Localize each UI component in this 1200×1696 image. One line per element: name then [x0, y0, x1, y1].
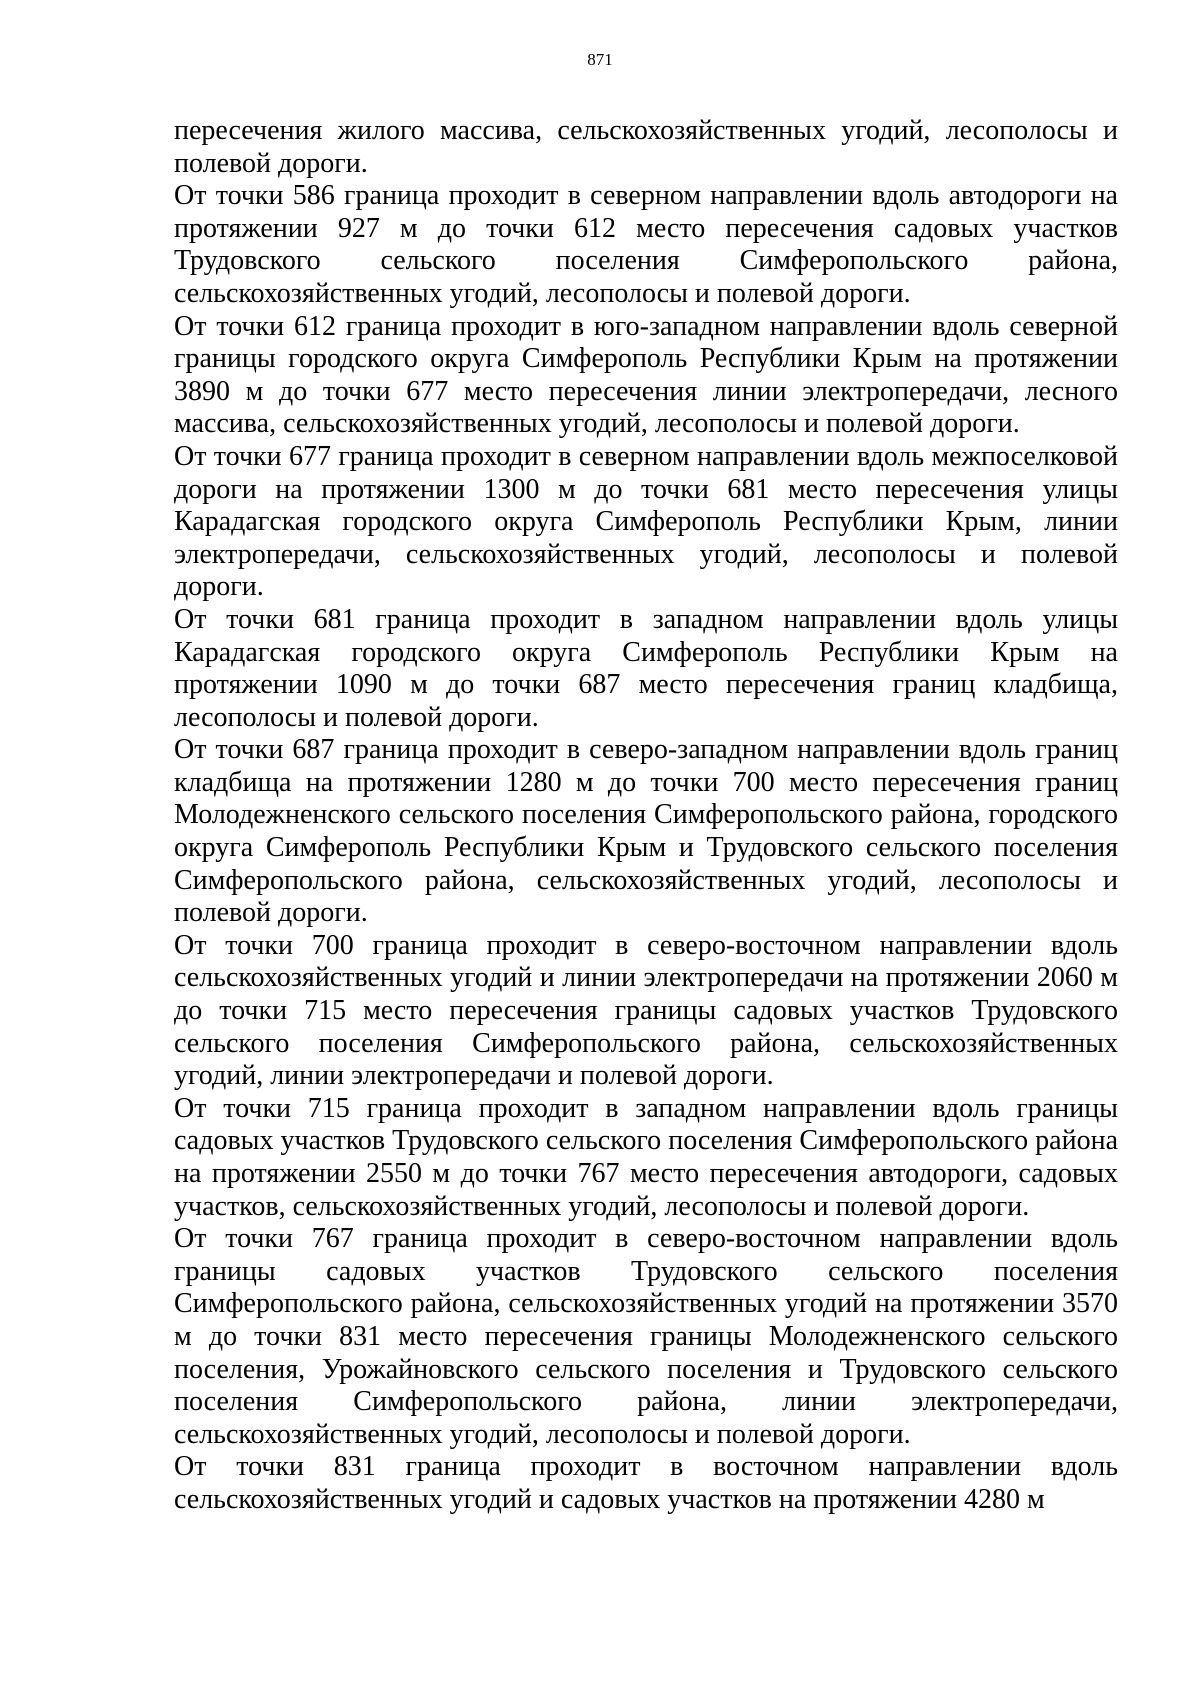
paragraph: От точки 831 граница проходит в восточном направлении вдоль сельскохозяйственных угодий и садовых участков на протяжении 4280 м: [174, 1451, 1118, 1515]
paragraph: От точки 687 граница проходит в северо-западном направлении вдоль границ кладбища на протяжении 1280 м до точки 700 место пересечения границ Молодежненского сельского поселения Симферопольского района, городского округа Симферополь Республики Крым и Трудовского сельского поселения Симферопольского района, сельскохозяйственных угодий, лесополосы и полевой дороги.: [174, 734, 1118, 929]
document-body: [174, 115, 1118, 1517]
paragraph: От точки 677 граница проходит в северном направлении вдоль межпоселковой дороги на протяжении 1300 м до точки 681 место пересечения улицы Карадагская городского округа Симферополь Республики Крым, линии электропередачи, сельскохозяйственных угодий, лесополосы и полевой дороги.: [174, 440, 1118, 603]
paragraph: От точки 612 граница проходит в юго-западном направлении вдоль северной границы городского округа Симферополь Республики Крым на протяжении 3890 м до точки 677 место пересечения линии электропередачи, лесного массива, сельскохозяйственных угодий, лесополосы и полевой дороги.: [174, 310, 1118, 440]
paragraph: пересечения жилого массива, сельскохозяйственных угодий, лесополосы и полевой дороги.: [174, 115, 1118, 179]
paragraph: От точки 767 граница проходит в северо-восточном направлении вдоль границы садовых участков Трудовского сельского поселения Симферопольского района, сельскохозяйственных угодий на протяжении 3570 м до точки 831 место пересечения границы Молодежненского сельского поселения, Урожайновского сельского поселения и Трудовского сельского поселения Симферопольского района, линии электропередачи, сельскохозяйственных угодий, лесополосы и полевой дороги.: [174, 1223, 1118, 1450]
paragraph: От точки 715 граница проходит в западном направлении вдоль границы садовых участков Трудовского сельского поселения Симферопольского района на протяжении 2550 м до точки 767 место пересечения автодороги, садовых участков, сельскохозяйственных угодий, лесополосы и полевой дороги.: [174, 1092, 1118, 1222]
paragraph: От точки 681 граница проходит в западном направлении вдоль улицы Карадагская городского округа Симферополь Республики Крым на протяжении 1090 м до точки 687 место пересечения границ кладбища, лесополосы и полевой дороги.: [174, 603, 1118, 733]
paragraph: От точки 586 граница проходит в северном направлении вдоль автодороги на протяжении 927 м до точки 612 место пересечения садовых участков Трудовского сельского поселения Симферопольского района, сельскохозяйственных угодий, лесополосы и полевой дороги.: [174, 180, 1118, 309]
page-number: 871: [587, 50, 613, 69]
paragraph: От точки 700 граница проходит в северо-восточном направлении вдоль сельскохозяйственных угодий и линии электропередачи на протяжении 2060 м до точки 715 место пересечения границы садовых участков Трудовского сельского поселения Симферопольского района, сельскохозяйственных угодий, линии электропередачи и полевой дороги.: [174, 929, 1118, 1092]
